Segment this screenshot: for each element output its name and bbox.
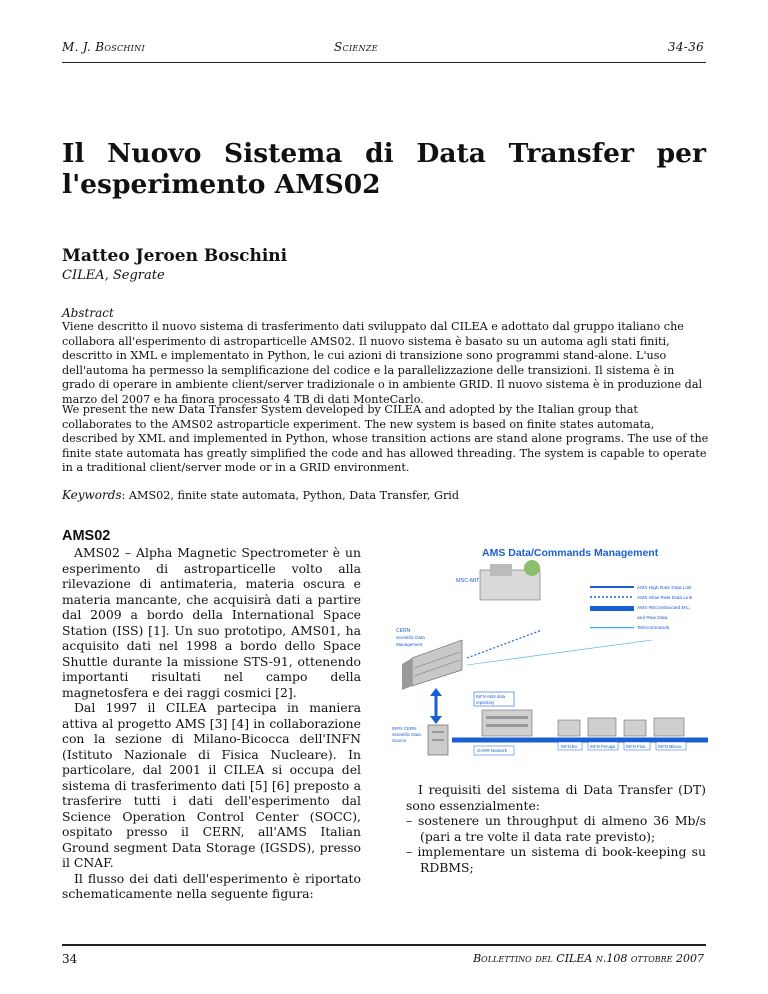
infn-cern-label [392, 726, 421, 743]
paper-title [62, 138, 706, 200]
msc-building-icon [480, 560, 540, 600]
keywords-label: Keywords [62, 488, 122, 502]
slow-rate-link [467, 630, 542, 658]
paragraph-1: AMS02 – Alpha Magnetic Spectrometer è un esperimento di astroparticelle volto alla rilevazione di antimateria, materia oscura e materia mancante, che acquisirà dati a partire dal 2009 a bordo della International Space Station (ISS) [1]. Un suo prototipo, AMS01, ha acquisito dati nel 1998 a bordo dello Space Shuttle durante la missione STS-91, ottenendo importanti risultati nel campo della magnetosfera e dei raggi cosmici [2]. [62, 545, 361, 700]
title-word: Sistema [224, 138, 343, 169]
legend-item-high-rate: AMS High Rate Data Link [637, 586, 692, 591]
legend-item-slow-rate: AMS Slow Rate Data Link [637, 596, 693, 601]
author-affiliation: CILEA, Segrate [62, 268, 165, 283]
legend-item-raw: and Raw Data [637, 616, 668, 621]
legend [590, 585, 693, 631]
site-label-bo: INFN Bo [561, 744, 578, 749]
title-line-1 [62, 138, 706, 169]
keywords-text: : AMS02, finite state automata, Python, Data Transfer, Grid [121, 489, 460, 502]
double-arrow-icon [430, 688, 442, 724]
infn-ams-building-icon [482, 710, 532, 736]
svg-text:Source: Source [392, 738, 407, 743]
legend-item-reconstructed: AMS REconstructed,MC, [637, 606, 691, 611]
title-word: di [365, 138, 394, 169]
requirements-intro: I requisiti del sistema di Data Transfer (DT) sono essenzialmente: [406, 782, 706, 813]
running-header-pages: 34-36 [667, 40, 704, 54]
page-number: 34 [62, 952, 78, 966]
cern-label [396, 628, 425, 647]
site-label-pisa: INFN Pisa [626, 744, 646, 749]
footer-rule [62, 944, 706, 946]
journal-footer: Bollettino del CILEA n.108 ottobre 2007 [473, 952, 704, 965]
running-header-author: M. J. Boschini [62, 40, 145, 54]
data-flow-figure [392, 540, 708, 760]
abstract-english: We present the new Data Transfer System developed by CILEA and adopted by the Italian group that collaborates to the AMS02 astroparticle experiment. The new system is based on finite states automata, described by XML and implemented in Python, whose transition actions are stand alone programs. The use of the finite state automata has greatly simplified the code and has allowed threading. The system is capable to operate in a traditional client/server mode or in a GRID environment. [62, 403, 709, 475]
author-name: Matteo Jeroen Boschini [62, 246, 288, 266]
telecommand-link [467, 640, 652, 665]
infn-ams-label [474, 692, 514, 706]
title-word: Data [416, 138, 486, 169]
garr-label: GARR Network [477, 748, 508, 753]
abstract-heading: Abstract [62, 306, 114, 320]
header-rule [62, 62, 706, 63]
running-header-section: Scienze [334, 40, 378, 54]
paragraph-2: Dal 1997 il CILEA partecipa in maniera attiva al progetto AMS [3] [4] in collaborazione con la sezione di Milano-Bicocca dell'INFN (Istituto Nazionale di Fisica Nucleare). In particolare, dal 2001 il CILEA si occupa del sistema di trasferimento dati [5] [6] preposto a trasferire tutti i dati dell'esperimento dal Science Operation Control Center (SOCC), ospitato presso il CERN, all'AMS Italian Ground segment Data Storage (IGSDS), presso il CNAF. [62, 700, 361, 870]
site-label-perugia: INFN Perugia [590, 744, 616, 749]
title-word: Il [62, 138, 85, 169]
right-column [406, 782, 706, 875]
site-labels [558, 742, 686, 750]
site-label-milano: INFN Milano [658, 744, 682, 749]
svg-text:INFN AMS data: INFN AMS data [476, 694, 506, 699]
title-word: Transfer [508, 138, 634, 169]
requirement-2: – implementare un sistema di book-keeping su RDBMS; [406, 844, 706, 875]
requirement-1: – sostenere un throughput di almeno 36 Mb/s (pari a tre volte il data rate previsto); [406, 813, 706, 844]
title-line-2: l'esperimento AMS02 [62, 169, 381, 200]
title-word: Nuovo [107, 138, 202, 169]
svg-text:Scientific Data: Scientific Data [396, 635, 425, 640]
svg-text:repository: repository [476, 700, 495, 705]
svg-text:Scientific Data: Scientific Data [392, 732, 421, 737]
left-column [62, 545, 361, 902]
svg-text:Management: Management [396, 642, 423, 647]
svg-text:CERN: CERN [396, 628, 411, 634]
figure-title: AMS Data/Commands Management [482, 547, 659, 559]
abstract-italian: Viene descritto il nuovo sistema di trasferimento dati sviluppato dal CILEA e adottato dal gruppo italiano che collabora all'esperimento di astroparticelle AMS02. Il nuovo sistema è basato su un automa agli stati finiti, descritto in XML e implementato in Python, le cui azioni di transizione sono programmi stand-alone. L'uso dell'automa ha permesso la semplificazione del codice e la parallelizzazione delle transizioni. Il sistema è in grado di operare in ambiente client/server tradizionale o in ambiente GRID. Il nuovo sistema è in produzione dal marzo del 2007 e ha finora processato 4 TB di dati MonteCarlo. [62, 320, 703, 406]
svg-text:INFN CERN: INFN CERN [392, 726, 417, 731]
keywords [62, 488, 459, 502]
paragraph-3: Il flusso dei dati dell'esperimento è riportato schematicamente nella seguente figura: [62, 870, 361, 901]
server-rack-icon [428, 725, 448, 755]
msc-label: MSC-MIT [456, 578, 480, 584]
cern-building-icon [402, 640, 462, 690]
legend-item-telecommands: Telecommands [637, 626, 670, 631]
site-buildings [558, 718, 684, 736]
section-heading: AMS02 [62, 528, 111, 544]
title-word: per [656, 138, 706, 169]
